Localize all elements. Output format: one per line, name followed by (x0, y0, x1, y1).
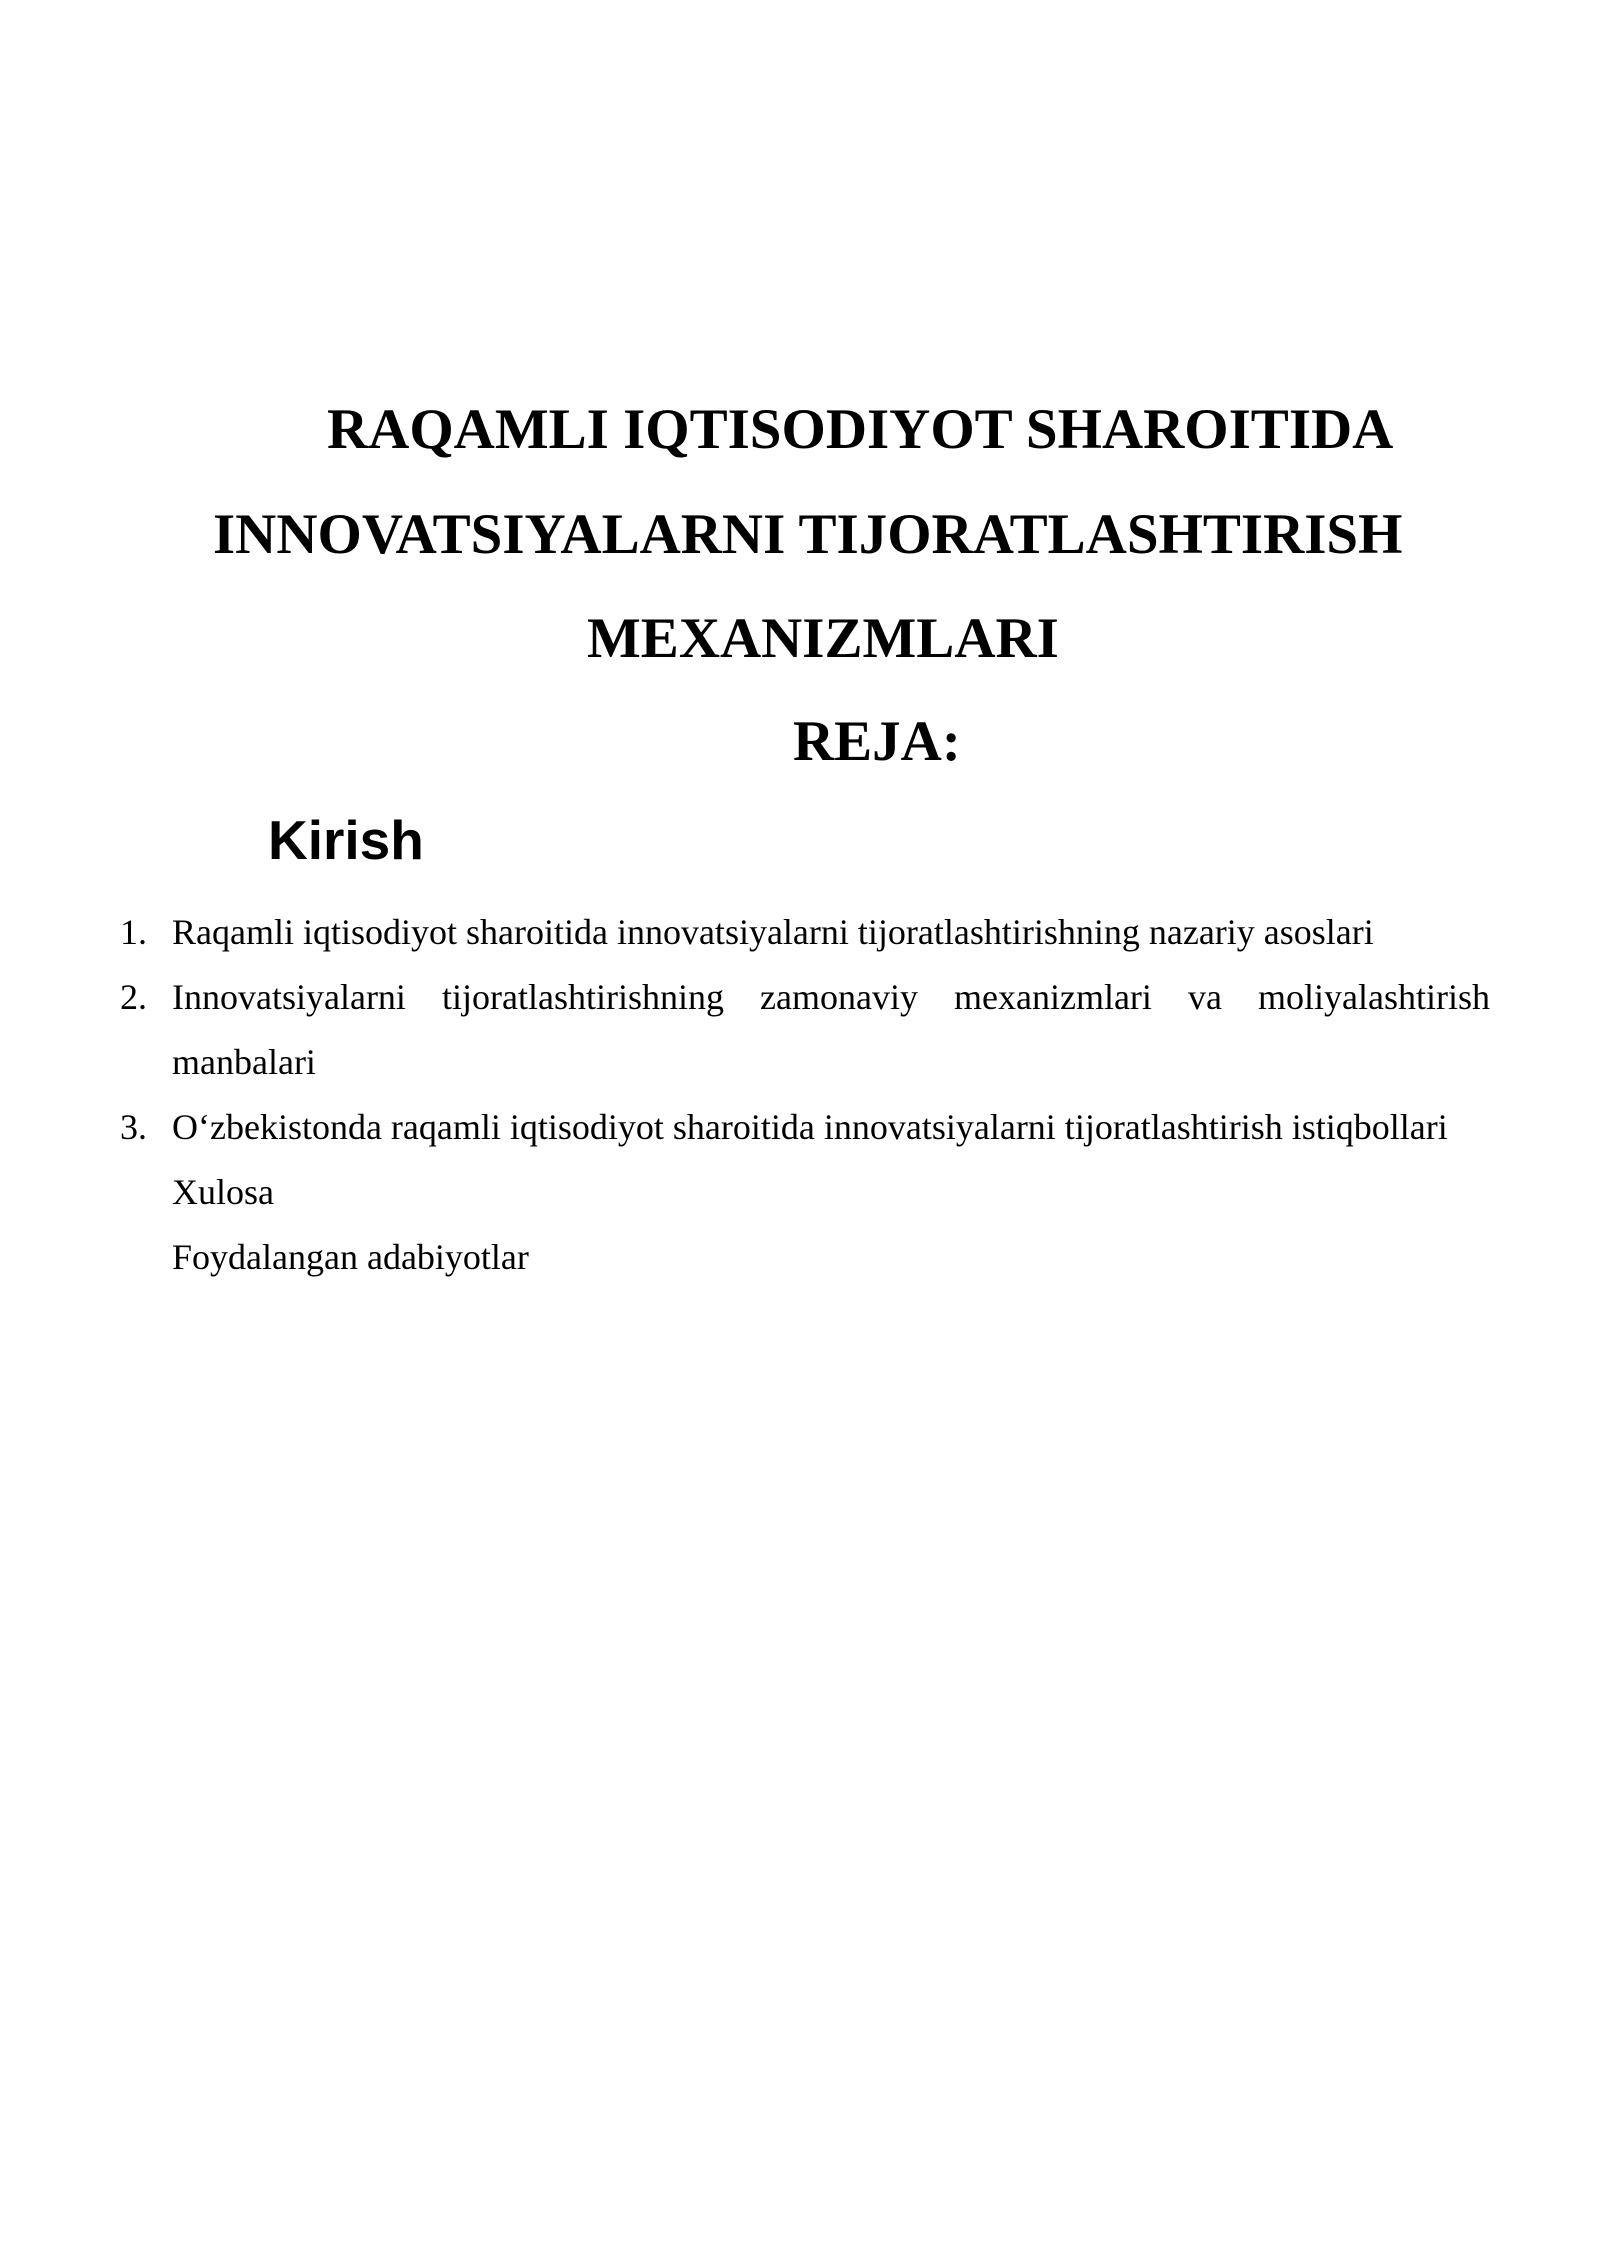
intro-heading: Kirish (268, 809, 424, 871)
references-item: Foydalangan adabiyotlar (172, 1237, 529, 1277)
plan-list (120, 900, 1490, 1290)
plan-item-number: 1. (120, 912, 147, 952)
conclusion-item: Xulosa (172, 1172, 274, 1212)
plan-item (120, 965, 1490, 1095)
document-title-line-2: INNOVATSIYALARNI TIJORATLASHTIRISH (213, 503, 1403, 566)
document-title-line-3: MEXANIZMLARI (587, 607, 1059, 670)
plan-item (120, 900, 1490, 965)
plan-item-text: Innovatsiyalarni tijoratlashtirishning zamonaviy mexanizmlari va moliyalashtirish manbalari (172, 977, 1490, 1082)
plan-item-number: 2. (120, 977, 147, 1017)
document-title-line-1: RAQAMLI IQTISODIYOT SHAROITIDA (327, 398, 1394, 461)
plan-item-number: 3. (120, 1107, 147, 1147)
plan-item-text: O‘zbekistonda raqamli iqtisodiyot sharoitida innovatsiyalarni tijoratlashtirish istiqbollari (172, 1107, 1448, 1147)
plan-item-text: Raqamli iqtisodiyot sharoitida innovatsiyalarni tijoratlashtirishning nazariy asoslari (172, 912, 1374, 952)
plan-item (120, 1095, 1490, 1160)
plan-heading: REJA: (793, 710, 961, 773)
